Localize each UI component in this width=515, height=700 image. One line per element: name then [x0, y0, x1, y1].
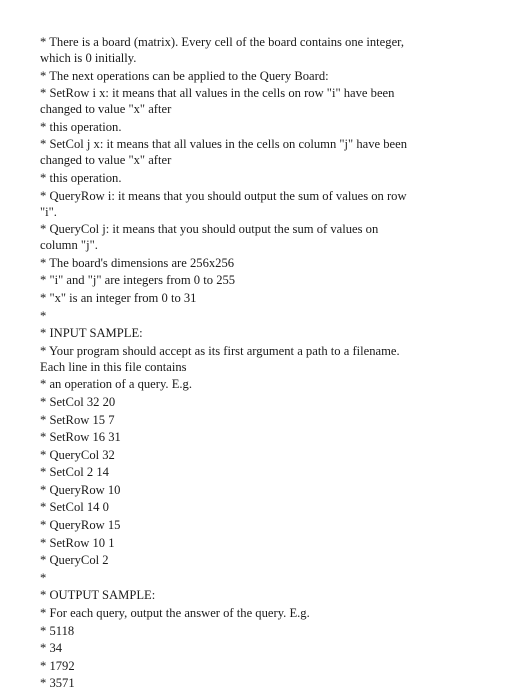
sample-line: * SetCol 2 14 [40, 465, 109, 480]
text-line: column "j". [40, 238, 98, 253]
sample-line: * QueryCol 32 [40, 447, 115, 462]
text-line: * [40, 570, 47, 585]
text-line: * QueryCol j: it means that you should output the sum of values on [40, 222, 379, 237]
section-heading-output: * OUTPUT SAMPLE: [40, 588, 156, 603]
text-line: which is 0 initially. [40, 51, 137, 65]
text-line: Each line in this file contains [40, 359, 187, 374]
output-line: * 5118 [40, 623, 75, 638]
problem-statement [40, 34, 480, 691]
sample-line: * QueryRow 10 [40, 482, 121, 497]
text-line: changed to value "x" after [40, 102, 172, 117]
sample-line: * SetRow 10 1 [40, 535, 115, 550]
sample-line: * SetRow 15 7 [40, 412, 115, 427]
sample-line: * QueryRow 15 [40, 518, 121, 533]
text-line: * an operation of a query. E.g. [40, 377, 193, 392]
text-line: * The board's dimensions are 256x256 [40, 255, 235, 270]
text-line: * [40, 308, 47, 323]
text-line: changed to value "x" after [40, 153, 172, 168]
sample-line: * QueryCol 2 [40, 553, 109, 568]
text-line: * SetCol j x: it means that all values in the cells on column "j" have been [40, 137, 408, 152]
output-line: * 34 [40, 641, 63, 656]
text-line: "i". [40, 204, 57, 219]
sample-line: * SetCol 32 20 [40, 394, 116, 409]
text-line: * The next operations can be applied to the Query Board: [40, 68, 329, 83]
text-line: * Your program should accept as its first argument a path to a filename. [40, 343, 400, 358]
text-line: * QueryRow i: it means that you should output the sum of values on row [40, 188, 407, 203]
text-line: * this operation. [40, 170, 122, 185]
sample-line: * SetCol 14 0 [40, 500, 109, 515]
text-line: * For each query, output the answer of the query. E.g. [40, 606, 310, 621]
text-line: * There is a board (matrix). Every cell of the board contains one integer, [40, 35, 404, 49]
text-line: * SetRow i x: it means that all values in the cells on row "i" have been [40, 86, 395, 101]
text-line: * this operation. [40, 119, 122, 134]
output-line: * 1792 [40, 658, 75, 673]
section-heading-input: * INPUT SAMPLE: [40, 326, 143, 341]
text-line: * "x" is an integer from 0 to 31 [40, 290, 197, 305]
output-line: * 3571 [40, 676, 75, 691]
text-line: * "i" and "j" are integers from 0 to 255 [40, 273, 236, 288]
sample-line: * SetRow 16 31 [40, 430, 121, 445]
